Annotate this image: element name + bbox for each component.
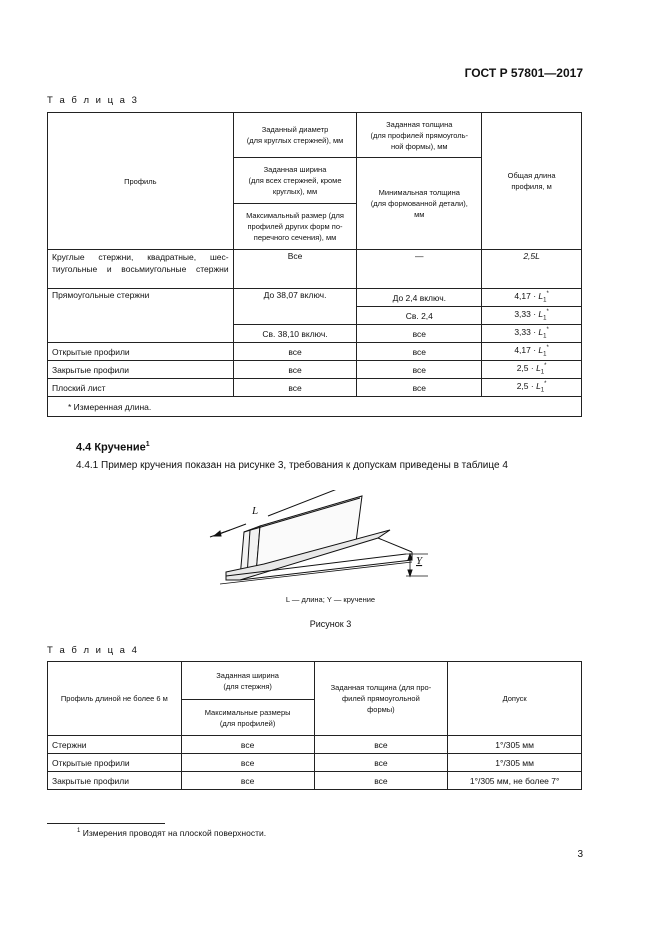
t3-header-length: Общая длина профиля, м <box>482 113 582 250</box>
t4-row1-tolerance: 1°/305 мм <box>448 736 582 754</box>
table3 <box>47 112 582 417</box>
t3-header-width: Заданная ширина (для всех стержней, кроме круглых), мм <box>233 158 357 204</box>
twist-arrow-icon <box>408 554 412 560</box>
t3-row7-length: $2,5 \cdot L_1^*$ <box>482 379 582 397</box>
t3-row7-size: все <box>233 379 357 397</box>
table4-caption: Т а б л и ц а 4 <box>47 645 139 656</box>
t3-header-thickness: Заданная толщина (для профилей прямоуголь- ной формы), мм <box>357 113 482 158</box>
t4-header-width: Заданная ширина (для стержня) <box>181 662 314 700</box>
t3-header-max-size: Максимальный размер (для профилей других форм по- перечного сечения), мм <box>233 204 357 250</box>
t4-row1-thickness: все <box>314 736 448 754</box>
t3-row5-length: $4,17 \cdot L_1^*$ <box>482 343 582 361</box>
t4-row2-tolerance: 1°/305 мм <box>448 754 582 772</box>
t3-footnote: * Измеренная длина. <box>48 397 582 417</box>
t3-row2-thickness: До 2,4 включ. <box>357 289 482 307</box>
t3-row4-size: Св. 38,10 включ. <box>233 325 357 343</box>
t4-header-thickness: Заданная толщина (для про- филей прямоугольной формы) <box>314 662 448 736</box>
t4-header-max-size: Максимальные размеры (для профилей) <box>181 700 314 736</box>
t3-row6-profile: Закрытые профили <box>48 361 234 379</box>
t3-row2-size: До 38,07 включ. <box>233 289 357 325</box>
footnote-separator <box>47 823 165 824</box>
page-footnote: $^1$ Измерения проводят на плоской поверхности. <box>77 828 267 838</box>
t3-row5-size: все <box>233 343 357 361</box>
t4-row2-profile: Открытые профили <box>48 754 182 772</box>
t3-header-min-thickness: Минимальная толщина (для формованной детали), мм <box>357 158 482 250</box>
t3-row4-thickness: все <box>357 325 482 343</box>
paragraph-4-4-1: 4.4.1 Пример кручения показан на рисунке 3, требования к допускам приведены в таблице 4 <box>76 460 508 471</box>
t3-row1-size: Все <box>233 250 357 289</box>
figure-caption: Рисунок 3 <box>309 619 352 629</box>
table3-caption: Т а б л и ц а 3 <box>47 95 139 106</box>
twist-figure <box>200 490 440 590</box>
t4-row1-width: все <box>181 736 314 754</box>
label-Y: Y <box>416 555 423 567</box>
t4-row3-tolerance: 1°/305 мм, не более 7° <box>448 772 582 790</box>
t4-row3-width: все <box>181 772 314 790</box>
table4 <box>47 661 582 790</box>
t3-row2-length: $4,17 \cdot L_1^*$ <box>482 289 582 307</box>
t3-row6-thickness: все <box>357 361 482 379</box>
t3-header-diameter: Заданный диаметр (для круглых стержней), мм <box>233 113 357 158</box>
t4-row3-thickness: все <box>314 772 448 790</box>
t3-row4-length: $3,33 \cdot L_1^*$ <box>482 325 582 343</box>
section-title: 4.4 Кручение$^1$ <box>76 441 150 454</box>
t3-row3-thickness: Св. 2,4 <box>357 307 482 325</box>
standard-code: ГОСТ Р 57801—2017 <box>464 66 583 80</box>
t4-row1-profile: Стержни <box>48 736 182 754</box>
t3-row5-profile: Открытые профили <box>48 343 234 361</box>
t3-row7-profile: Плоский лист <box>48 379 234 397</box>
t3-row2-profile: Прямоугольные стержни <box>48 289 234 343</box>
t3-row6-size: все <box>233 361 357 379</box>
section-footnote-ref: 1 <box>145 441 150 448</box>
t3-row1-thickness: — <box>357 250 482 289</box>
t4-row2-width: все <box>181 754 314 772</box>
t4-header-tolerance: Допуск <box>448 662 582 736</box>
t3-row6-length: $2,5 \cdot L_1^*$ <box>482 361 582 379</box>
label-L: L <box>252 505 259 517</box>
t4-row2-thickness: все <box>314 754 448 772</box>
t3-row7-thickness: все <box>357 379 482 397</box>
t3-row3-length: $3,33 \cdot L_1^*$ <box>482 307 582 325</box>
t4-header-profile: Профиль длиной не более 6 м <box>48 662 182 736</box>
figure-legend: L — длина; Y — кручение <box>285 595 376 604</box>
t3-row1-length: 2,5L <box>482 250 582 289</box>
t4-row3-profile: Закрытые профили <box>48 772 182 790</box>
t3-header-profile: Профиль <box>48 113 234 250</box>
t3-row5-thickness: все <box>357 343 482 361</box>
page-number: 3 <box>577 849 583 860</box>
t3-row1-profile: Круглые стержни, квадратные, шес- тиугольные и восьмиугольные стержни <box>48 250 234 289</box>
